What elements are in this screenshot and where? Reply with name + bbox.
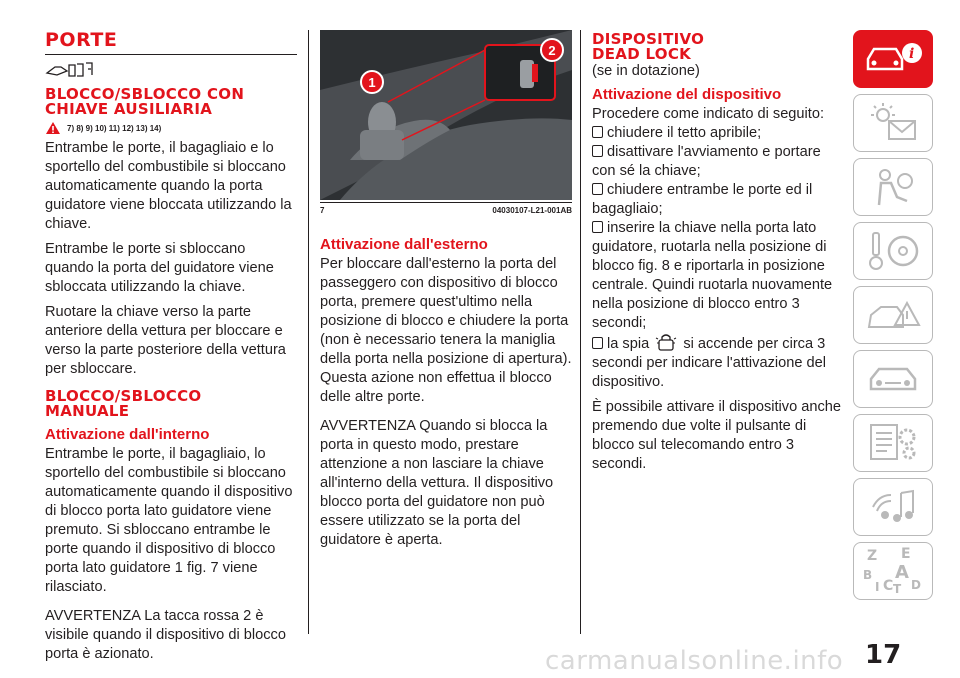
subsection-title-inside: Attivazione dall'interno bbox=[45, 426, 210, 443]
watermark: carmanualsonline.info bbox=[545, 646, 844, 676]
chapter-tabs bbox=[853, 30, 933, 606]
bullet-icon bbox=[592, 221, 603, 233]
optional-note: (se in dotazione) bbox=[592, 63, 700, 79]
paragraph: Entrambe le porte, il bagagliaio, lo sportello del combustibile si bloccano automaticamente quando il dispositivo di blocco porta lato guidatore viene premuto. Si sbloccano entrambe le porte quando il dispositivo di blocco porta lato guidatore 1 fig. 7 viene rilasciato. bbox=[45, 446, 293, 595]
lights-mail-icon bbox=[863, 101, 923, 145]
door-lock-icon bbox=[45, 61, 297, 79]
tab-emergency[interactable] bbox=[853, 286, 933, 344]
column-3 bbox=[592, 30, 842, 480]
document-gear-icon bbox=[863, 421, 923, 465]
tab-car-info[interactable] bbox=[853, 30, 933, 88]
column-2 bbox=[320, 30, 572, 556]
bullet-icon bbox=[592, 337, 603, 349]
paragraph: AVVERTENZA La tacca rossa 2 è visibile quando il dispositivo di blocco porta è azionato. bbox=[45, 608, 286, 662]
svg-text:i: i bbox=[909, 46, 915, 62]
tab-maintenance[interactable] bbox=[853, 350, 933, 408]
tab-lights-mail[interactable] bbox=[853, 94, 933, 152]
subsection-title-outside: Attivazione dall'esterno bbox=[320, 236, 488, 253]
list-item: inserire la chiave nella porta lato guidatore, ruotarla nella posizione di blocco fig. 8 e riportarla in posizione centrale. Quindi ruotarla nuovamente nella posizione di blocco entro 3 secondi; bbox=[592, 220, 833, 331]
tab-safety[interactable] bbox=[853, 158, 933, 216]
key-steering-icon bbox=[863, 229, 923, 273]
media-music-icon bbox=[863, 485, 923, 529]
paragraph: È possibile attivare il dispositivo anche premendo due volte il pulsante di blocco sul telecomando entro 3 secondi. bbox=[592, 399, 842, 472]
paragraph: Entrambe le porte, il bagagliaio e lo sportello del combustibile si bloccano automaticamente quando la porta guidatore viene bloccata utilizzando la chiave. bbox=[45, 140, 292, 232]
paragraph: Per bloccare dall'esterno la porta del passeggero con dispositivo di blocco porta, premere quest'ultimo nella posizione di blocco e chiudere la porta (non è necessario tenera la maniglia della porta nella posizione di apertura). Questa azione non effettua il blocco delle altre porte. bbox=[320, 256, 572, 405]
paragraph: Procedere come indicato di seguito: bbox=[592, 106, 825, 122]
warning-triangle-icon bbox=[45, 121, 61, 135]
paragraph: Ruotare la chiave verso la parte anteriore della vettura per bloccare e verso la parte posteriore della vettura per sbloccare. bbox=[45, 304, 286, 377]
bullet-icon bbox=[592, 145, 603, 157]
list-item: disattivare l'avviamento e portare con sé la chiave; bbox=[592, 144, 821, 179]
car-warning-icon bbox=[863, 293, 923, 337]
alphabet-index-icon: Z E B A C T D I bbox=[863, 546, 921, 596]
subsection-title-activation: Attivazione del dispositivo bbox=[592, 86, 782, 103]
list-item: chiudere entrambe le porte ed il bagagliaio; bbox=[592, 182, 813, 217]
section-title-deadlock-1: DISPOSITIVO bbox=[592, 30, 705, 48]
figure-number: 7 bbox=[320, 206, 325, 215]
paragraph: Entrambe le porte si sbloccano quando la porta del guidatore viene sbloccata utilizzando la chiave. bbox=[45, 241, 274, 295]
column-1 bbox=[45, 30, 297, 670]
figure-marker-2: 2 bbox=[540, 38, 564, 62]
paragraph: AVVERTENZA Quando si blocca la porta in questo modo, prestare attenzione a non lasciare la chiave all'interno della vettura. Il dispositivo blocco porta del guidatore non può essere utilizzato se la porta del guidatore è aperta. bbox=[320, 418, 554, 548]
warning-refs bbox=[45, 121, 297, 135]
list-item: chiudere il tetto apribile; bbox=[592, 124, 842, 143]
bullet-icon bbox=[592, 183, 603, 195]
title-rule bbox=[45, 54, 297, 55]
tab-starting-driving[interactable] bbox=[853, 222, 933, 280]
section-title-aux-key: BLOCCO/SBLOCCO CON CHIAVE AUSILIARIA bbox=[45, 85, 245, 118]
dead-lock-lamp-icon bbox=[655, 333, 677, 351]
airbag-seat-icon bbox=[863, 165, 923, 209]
tab-technical-data[interactable] bbox=[853, 414, 933, 472]
section-title-manual: BLOCCO/SBLOCCO MANUALE bbox=[45, 387, 202, 420]
car-maintenance-icon bbox=[863, 357, 923, 401]
tab-multimedia[interactable] bbox=[853, 478, 933, 536]
column-divider bbox=[308, 30, 309, 634]
bullet-icon bbox=[592, 126, 603, 138]
section-title-deadlock-2: DEAD LOCK bbox=[592, 45, 692, 63]
figure-caption bbox=[320, 202, 572, 215]
car-info-icon bbox=[862, 39, 924, 79]
figure-code: 04030107-L21-001AB bbox=[492, 206, 572, 215]
warning-refs-text: 7) 8) 9) 10) 11) 12) 13) 14) bbox=[67, 123, 162, 133]
tab-index[interactable] bbox=[853, 542, 933, 600]
page-title: PORTE bbox=[45, 29, 118, 51]
column-divider bbox=[580, 30, 581, 634]
list-item: la spia si accende per circa 3 secondi per indicare l'attivazione del dispositivo. bbox=[592, 333, 842, 392]
figure-marker-1: 1 bbox=[360, 70, 384, 94]
page-number: 17 bbox=[865, 640, 902, 670]
figure-door-lock bbox=[320, 30, 572, 200]
